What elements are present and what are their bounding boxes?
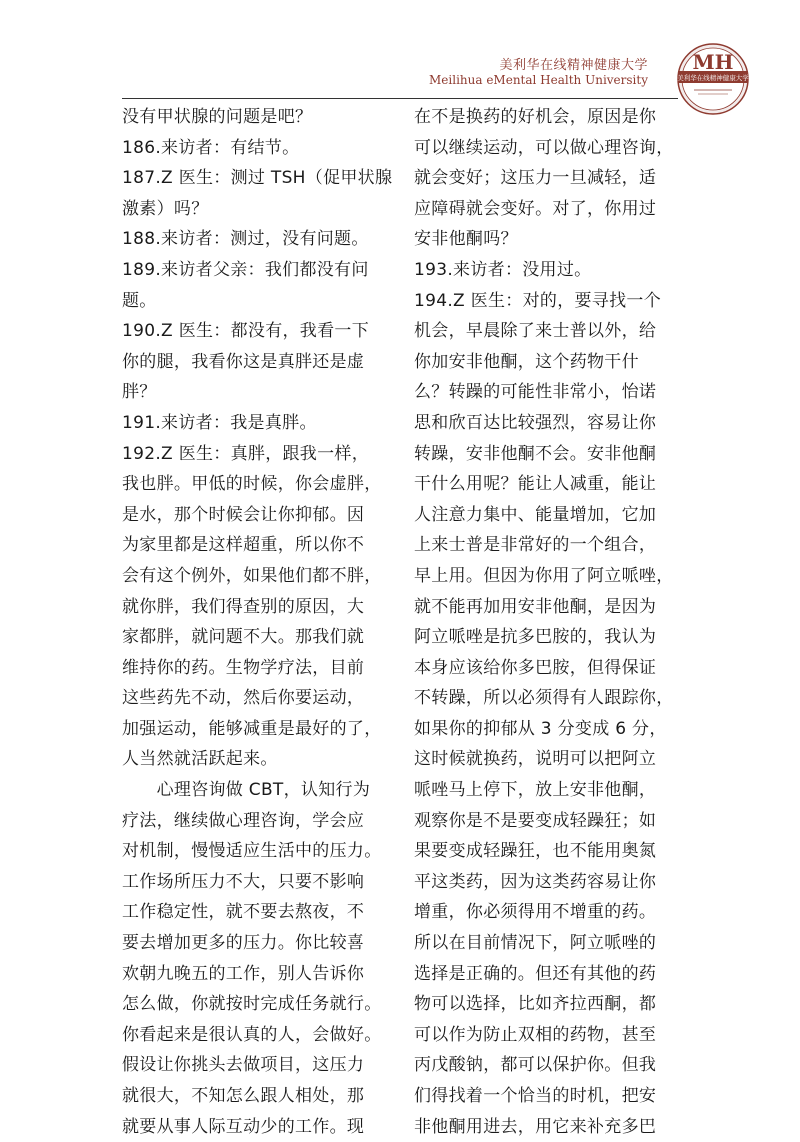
text-line: 哌唑马上停下，放上安非他酮， — [414, 780, 657, 801]
text-line: 是水，那个时候会让你抑郁。因 — [122, 504, 365, 525]
text-line: 就你胖，我们得查别的原因，大 — [122, 596, 365, 617]
text-line: 非他酮用进去，用它来补充多巴 — [414, 1116, 657, 1137]
text-line: 应障碍就会变好。对了，你用过 — [414, 198, 657, 219]
text-line: 本身应该给你多巴胺，但得保证 — [414, 657, 657, 678]
text-line: 你看起来是很认真的人，会做好。 — [122, 1024, 382, 1045]
text-line: 188.来访者：测过，没有问题。 — [122, 229, 369, 250]
page-header — [0, 0, 800, 100]
text-line: 增重，你必须得用不增重的药。 — [414, 902, 657, 923]
text-line: 你的腿，我看你这是真胖还是虚 — [122, 351, 365, 372]
text-line: 家都胖，就问题不大。那我们就 — [122, 627, 365, 648]
text-line: 观察你是不是要变成轻躁狂；如 — [414, 810, 657, 831]
text-line: 在不是换药的好机会，原因是你 — [414, 107, 657, 127]
text-line: 物可以选择，比如齐拉西酮，都 — [414, 994, 657, 1015]
university-name-english: Meilihua eMental Health University — [429, 73, 648, 87]
text-line: 189.来访者父亲：我们都没有问 — [122, 259, 369, 280]
text-line: 187.Z 医生：测过 TSH（促甲状腺 — [122, 168, 393, 189]
text-line: 你加安非他酮，这个药物干什 — [414, 351, 639, 372]
text-line: 可以继续运动，可以做心理咨询， — [414, 137, 674, 158]
text-line: 思和欣百达比较强烈，容易让你 — [414, 412, 657, 433]
text-line: 干什么用呢？能让人减重，能让 — [414, 474, 657, 495]
text-line: 们得找着一个恰当的时机，把安 — [414, 1086, 657, 1106]
text-line: 激素）吗？ — [122, 198, 209, 219]
text-line: 就要从事人际互动少的工作。现 — [122, 1116, 365, 1137]
logo-monogram: MH — [692, 50, 734, 74]
text-line: 疗法，继续做心理咨询，学会应 — [122, 810, 365, 831]
text-line: 机会，早晨除了来士普以外，给 — [414, 321, 657, 342]
text-line: 欢朝九晚五的工作，别人告诉你 — [122, 963, 365, 984]
text-line: 这些药先不动，然后你要运动， — [122, 688, 365, 709]
text-line: 所以在目前情况下，阿立哌唑的 — [414, 933, 657, 954]
text-line: 我也胖。甲低的时候，你会虚胖， — [122, 474, 382, 495]
text-line: 工作稳定性，就不要去熬夜，不 — [122, 902, 365, 923]
text-line: 没有甲状腺的问题是吧？ — [122, 107, 313, 127]
text-line: 加强运动，能够减重是最好的了， — [122, 718, 382, 739]
text-line: 194.Z 医生：对的，要寻找一个 — [414, 290, 662, 311]
right-text-column — [414, 102, 678, 1142]
text-line: 果要变成轻躁狂，也不能用奥氮 — [414, 841, 657, 862]
text-line: 上来士普是非常好的一个组合， — [414, 535, 657, 556]
university-logo — [676, 42, 750, 116]
text-line: 题。 — [122, 290, 157, 311]
text-line: 维持你的药。生物学疗法，目前 — [122, 657, 365, 678]
text-line: 心理咨询做 CBT，认知行为 — [122, 780, 371, 801]
text-line: 会有这个例外，如果他们都不胖， — [122, 565, 382, 586]
text-line: 可以作为防止双相的药物，甚至 — [414, 1024, 657, 1045]
text-line: 平这类药，因为这类药容易让你 — [414, 871, 657, 892]
text-line: 么？转躁的可能性非常小，怡诺 — [414, 382, 657, 403]
text-line: 就会变好；这压力一旦减轻，适 — [414, 168, 657, 189]
text-line: 工作场所压力不大，只要不影响 — [122, 871, 365, 892]
text-line: 不转躁，所以必须得有人跟踪你， — [414, 688, 674, 709]
text-line: 转躁，安非他酮不会。安非他酮 — [414, 443, 657, 464]
text-line: 选择是正确的。但还有其他的药 — [414, 963, 657, 984]
university-name-chinese: 美利华在线精神健康大学 — [499, 58, 648, 73]
header-divider — [122, 98, 678, 99]
text-line: 190.Z 医生：都没有，我看一下 — [122, 321, 370, 342]
text-line: 早上用。但因为你用了阿立哌唑， — [414, 565, 674, 586]
text-line: 安非他酮吗？ — [414, 229, 518, 250]
text-line: 阿立哌唑是抗多巴胺的，我认为 — [414, 627, 657, 648]
text-line: 丙戊酸钠，都可以保护你。但我 — [414, 1055, 657, 1076]
text-line: 人当然就活跃起来。 — [122, 749, 278, 770]
text-line: 为家里都是这样超重，所以你不 — [122, 535, 365, 556]
text-line: 186.来访者：有结节。 — [122, 137, 300, 158]
text-line: 要去增加更多的压力。你比较喜 — [122, 933, 365, 954]
text-line: 193.来访者：没用过。 — [414, 259, 592, 280]
text-line: 如果你的抑郁从 3 分变成 6 分， — [414, 718, 667, 739]
text-line: 就很大，不知怎么跟人相处，那 — [122, 1086, 365, 1106]
text-line: 假设让你挑头去做项目，这压力 — [122, 1055, 365, 1076]
text-line: 191.来访者：我是真胖。 — [122, 412, 317, 433]
text-line: 192.Z 医生：真胖，跟我一样， — [122, 443, 370, 464]
text-line: 人注意力集中、能量增加，它加 — [414, 504, 657, 525]
text-line: 对机制，慢慢适应生活中的压力。 — [122, 841, 382, 862]
left-text-column — [122, 102, 393, 1142]
text-line: 这时候就换药，说明可以把阿立 — [414, 749, 657, 770]
text-line: 怎么做，你就按时完成任务就行。 — [122, 994, 382, 1015]
text-line: 就不能再加用安非他酮，是因为 — [414, 596, 657, 617]
logo-subtext: 美利华在线精神健康大学 — [677, 74, 749, 82]
text-line: 胖？ — [122, 382, 157, 403]
